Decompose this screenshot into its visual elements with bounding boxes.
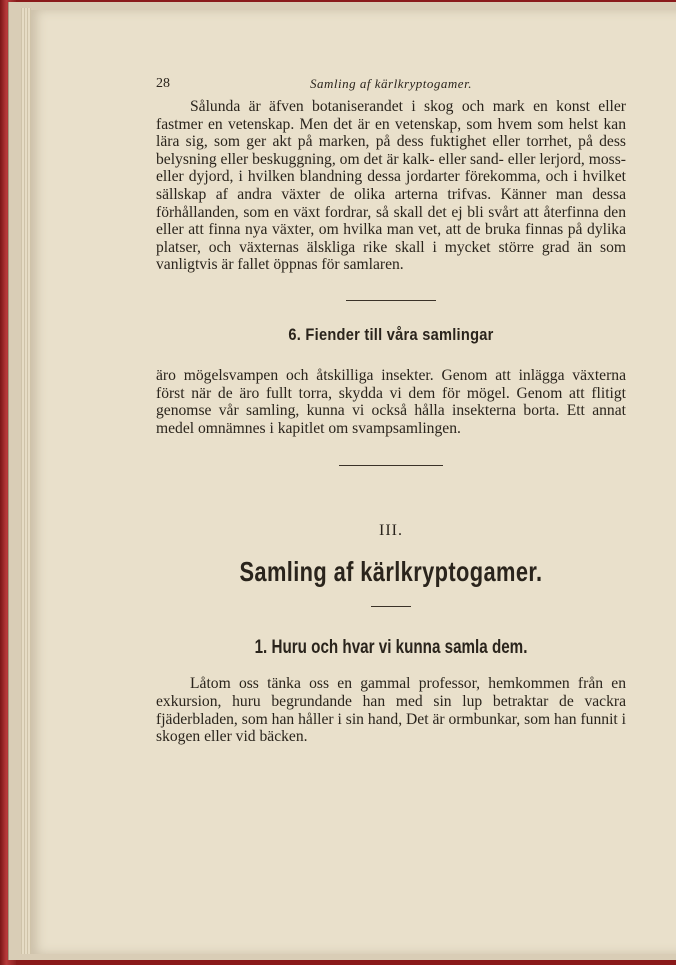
divider-rule [371, 606, 411, 607]
divider-rule [346, 300, 436, 301]
page-number: 28 [156, 76, 170, 91]
chapter-number: III. [379, 522, 403, 540]
running-head [156, 70, 626, 92]
divider-rule [339, 465, 443, 466]
page-text-block [156, 70, 626, 746]
page-edges [21, 8, 31, 954]
paragraph-botanizing: Sålunda är äfven botaniserandet i skog och mark en konst eller fastmer en vetenskap. Men det är en vetenskap, som hvem som helst kan lära sig, som ger akt på marken, på dess fuktighet eller torrhet, på dess belysning eller beskuggning, om det är kalk- eller sand- eller lerjord, moss- eller dyjord, i hvilken blandning dessa jordarter förekomma, och i hvilket sällskap af andra växter de olika arterna trifvas. Känner man dessa förhållanden, som en växt fordrar, så skall det ej bli svårt att återfinna den eller att finna nya växter, om hvilka man vet, att de bruka finnas på dylika platser, och växternas älskliga rike skall i mycket större grad än som vanligtvis är fallet öppnas för samlaren. [156, 98, 626, 274]
section-heading-enemies: 6. Fiender till våra samlingar [288, 324, 494, 344]
running-head-title: Samling af kärlkryptogamer. [310, 76, 472, 91]
paragraph-professor: Låtom oss tänka oss en gammal professor, hemkommen från en exkursion, huru begrundande han med sin lup betraktar de vackra fjäderbladen, som han håller i sin hand, Det är ormbunkar, som han funnit i skogen eller vid bäcken. [156, 675, 626, 746]
paragraph-enemies: äro mögelsvampen och åtskilliga insekter. Genom att inlägga växterna först när de äro fullt torra, skydda vi dem för mögel. Genom att flitigt genomse vår samling, kunna vi också hålla insekterna borta. Ett annat medel omnämnes i kapitlet om svampsamlingen. [156, 366, 626, 437]
chapter-title: Samling af kärlkryptogamer. [239, 556, 543, 588]
section-heading-how-where: 1. Huru och hvar vi kunna samla dem. [254, 637, 528, 659]
